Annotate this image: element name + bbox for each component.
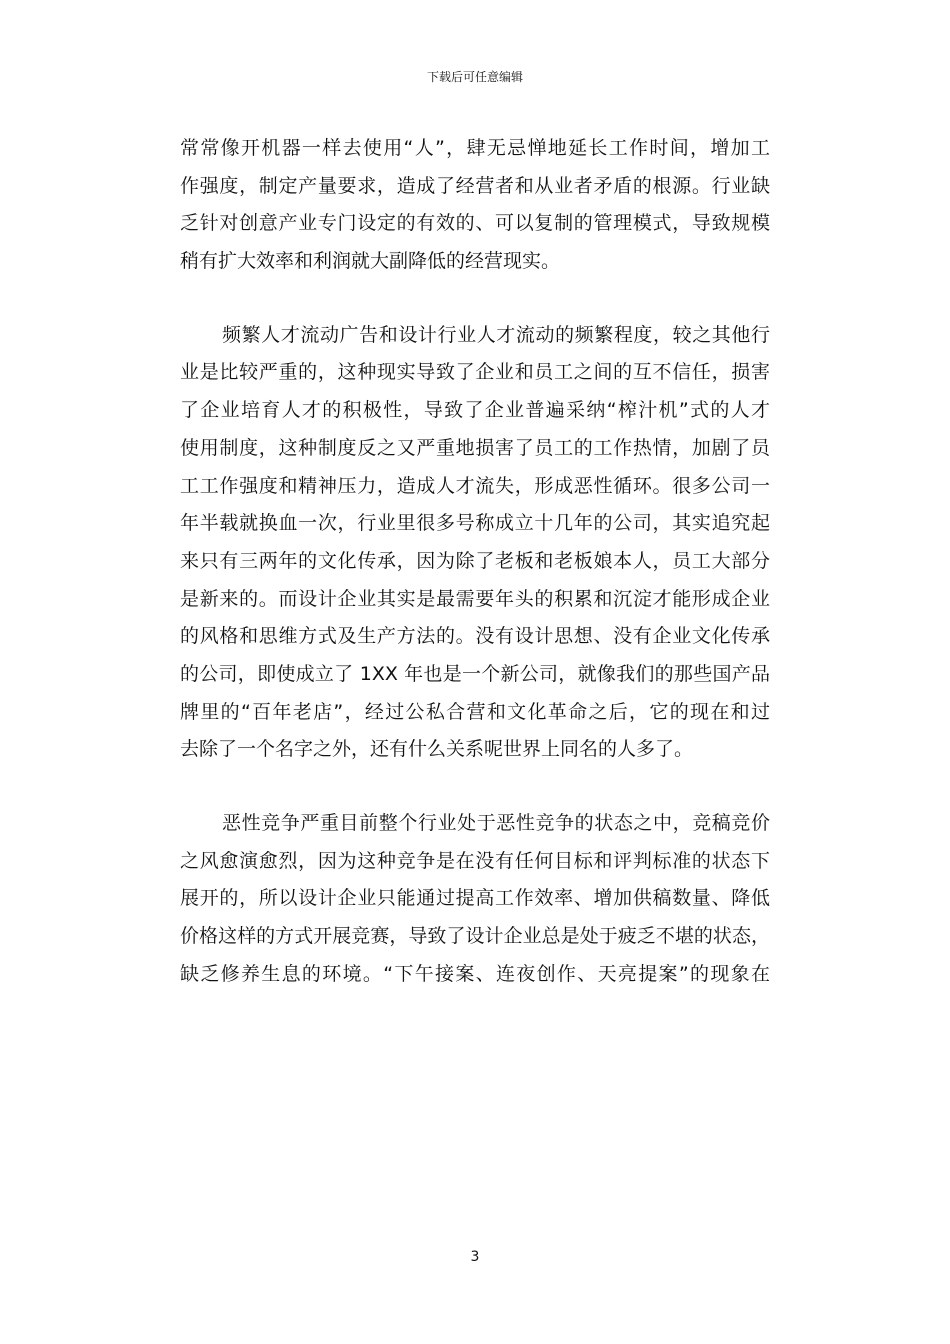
text-line: 的风格和思维方式及生产方法的。没有设计思想、没有企业文化传承: [180, 625, 770, 648]
text-line: 频繁人才流动广告和设计行业人才流动的频繁程度，较之其他行: [222, 323, 770, 346]
text-line: 常常像开机器一样去使用“人”，肆无忌惮地延长工作时间，增加工: [180, 137, 770, 159]
text-line: 工工作强度和精神压力，造成人才流失，形成恶性循环。很多公司一: [180, 474, 770, 497]
paragraph-management: [180, 130, 770, 281]
text-line: 了企业培育人才的积极性，导致了企业普遍采纳“榨汁机”式的人才: [180, 399, 770, 422]
text-line: 是新来的。而设计企业其实是最需要年头的积累和沉淀才能形成企业: [180, 587, 770, 610]
text-line: 价格这样的方式开展竞赛，导致了设计企业总是处于疲乏不堪的状态，: [180, 925, 770, 948]
text-line: 展开的，所以设计企业只能通过提高工作效率、增加供稿数量、降低: [180, 887, 770, 910]
text-line: 去除了一个名字之外，还有什么关系呢世界上同名的人多了。: [180, 738, 694, 761]
text-line: 缺乏修养生息的环境。“下午接案、连夜创作、天亮提案”的现象在: [180, 962, 770, 985]
text-line: 乏针对创意产业专门设定的有效的、可以复制的管理模式，导致规模: [180, 212, 770, 235]
page-number: 3: [470, 1249, 480, 1265]
text-line: 年半载就换血一次，行业里很多号称成立十几年的公司，其实追究起: [180, 512, 770, 535]
paragraph-competition: [180, 805, 770, 993]
text-line: 来只有三两年的文化传承，因为除了老板和老板娘本人，员工大部分: [180, 549, 770, 572]
paragraph-talent-flow: [180, 317, 770, 769]
text-line: 牌里的“百年老店”，经过公私合营和文化革命之后，它的现在和过: [180, 700, 770, 723]
text-line: 作强度，制定产量要求，造成了经营者和从业者矛盾的根源。行业缺: [180, 174, 770, 197]
text-line: 恶性竞争严重目前整个行业处于恶性竞争的状态之中，竞稿竞价: [222, 812, 770, 834]
document-body: [180, 130, 770, 1029]
text-line: 使用制度，这种制度反之又严重地损害了员工的工作热情，加剧了员: [180, 436, 770, 459]
text-line: 业是比较严重的，这种现实导致了企业和员工之间的互不信任，损害: [180, 361, 770, 384]
text-line: 的公司，即使成立了 1XX 年也是一个新公司，就像我们的那些国产品: [180, 662, 770, 685]
text-line: 稍有扩大效率和利润就大副降低的经营现实。: [180, 250, 561, 273]
text-line: 之风愈演愈烈，因为这种竞争是在没有任何目标和评判标准的状态下: [180, 849, 770, 872]
page-header: 下载后可任意编辑: [426, 70, 523, 84]
